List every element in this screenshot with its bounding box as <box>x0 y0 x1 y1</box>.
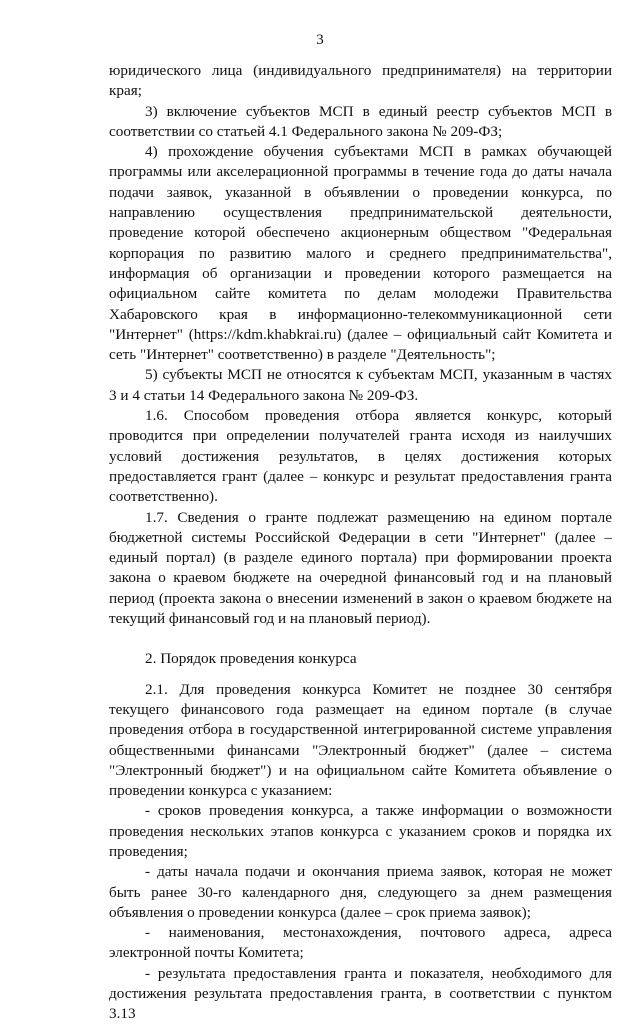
paragraph-continuation: юридического лица (индивидуального предпринимателя) на территории края; <box>109 62 612 100</box>
list-item-committee-address: - наименования, местонахождения, почтового адреса, адреса электронной почты Комитета; <box>109 924 612 962</box>
document-body <box>109 61 612 1025</box>
paragraph-item-5: 5) субъекты МСП не относятся к субъектам МСП, указанным в частях 3 и 4 статьи 14 Федерального закона № 209-ФЗ. <box>109 366 612 404</box>
paragraph-item-3: 3) включение субъектов МСП в единый реестр субъектов МСП в соответствии со статьей 4.1 Федерального закона № 209-ФЗ; <box>109 102 612 140</box>
paragraph-item-4: 4) прохождение обучения субъектами МСП в рамках обучающей программы или акселерационной программы в течение года до даты начала подачи заявок, указанной в объявлении о проведении конкурса, по направлению осуществления предпринимательской деятельности, проведение которой обеспечено акционерным обществом "Федеральная корпорация по развитию малого и среднего предпринимательства", информация об организации и проведении которого размещается на официальном сайте комитета по делам молодежи Правительства Хабаровского края в информационно-телекоммуникационной сети "Интернет" (https://kdm.khabkrai.ru) (далее – официальный сайт Комитета и сеть "Интернет" соответственно) в разделе "Деятельность"; <box>109 143 612 364</box>
paragraph-1-6: 1.6. Способом проведения отбора является конкурс, который проводится при определении получателей гранта исходя из наилучших условий достижения результатов, в целях достижения которых предоставляется грант (далее – конкурс и результат предоставления гранта соответственно). <box>109 407 612 506</box>
page-number: 3 <box>316 32 324 48</box>
paragraph-2-1: 2.1. Для проведения конкурса Комитет не позднее 30 сентября текущего финансового года размещает на едином портале (в случае проведения отбора в государственной интегрированной системе управления общественными финансами "Электронный бюджет" (далее – система "Электронный бюджет") и на официальном сайте Комитета объявление о проведении конкурса с указанием: <box>109 680 612 800</box>
paragraph-1-7: 1.7. Сведения о гранте подлежат размещению на едином портале бюджетной системы Российской Федерации в сети "Интернет" (далее – единый портал) (в разделе единого портала) при формировании проекта закона о краевом бюджете на очередной финансовый год и на плановый период (проекта закона о внесении изменений в закон о краевом бюджете на текущий финансовый год и на плановый период). <box>109 508 612 628</box>
section-heading-2: 2. Порядок проведения конкурса <box>145 650 357 668</box>
list-item-deadlines: - сроков проведения конкурса, а также информации о возможности проведения нескольких этапов конкурса с указанием сроков и порядка их проведения; <box>109 802 612 860</box>
list-item-application-dates: - даты начала подачи и окончания приема заявок, которая не может быть ранее 30-го календарного дня, следующего за днем размещения объявления о проведении конкурса (далее – срок приема заявок); <box>109 863 612 921</box>
list-item-grant-result: - результата предоставления гранта и показателя, необходимого для достижения результата предоставления гранта, в соответствии с пунктом 3.13 <box>109 964 612 1023</box>
